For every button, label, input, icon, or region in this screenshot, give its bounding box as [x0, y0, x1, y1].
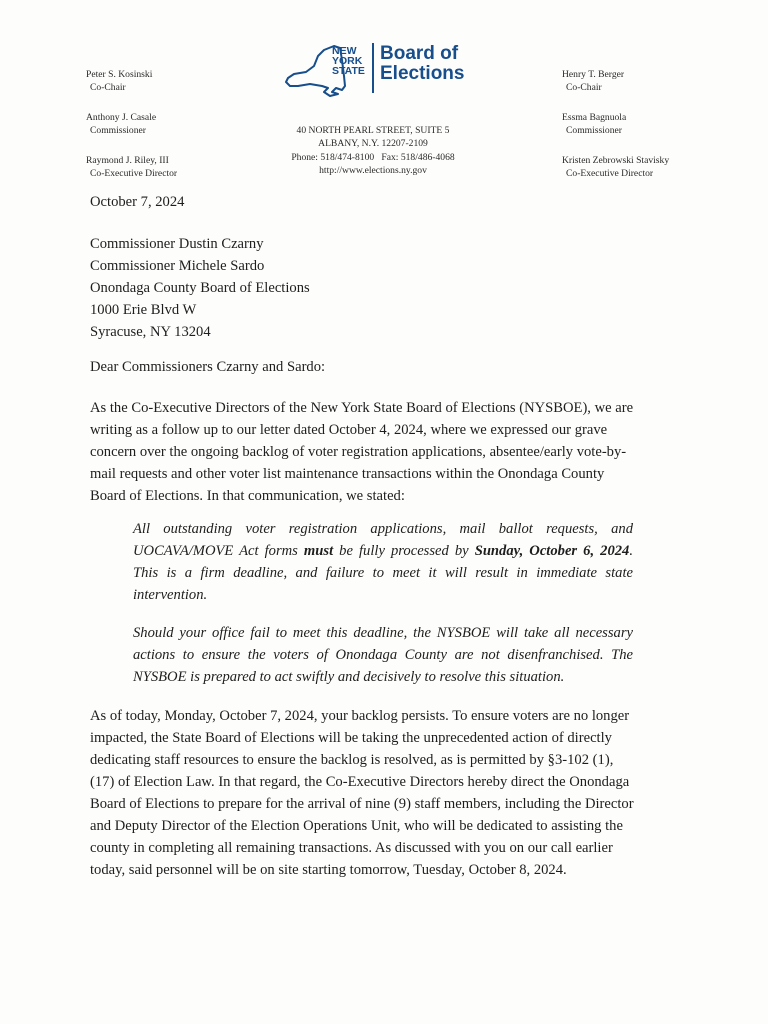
official-role: Co-Chair [90, 82, 126, 93]
address-phone-fax: Phone: 518/474-8100 Fax: 518/486-4068 [291, 151, 455, 163]
paragraph-line: county in completing all remaining transactions. As discussed with you on our call earlier [90, 840, 613, 856]
address-city: ALBANY, N.Y. 12207-2109 [318, 138, 428, 150]
letterhead-address [258, 124, 488, 178]
official-entry [562, 154, 762, 180]
logo-agency-line: Board of [380, 43, 459, 64]
official-role: Co-Executive Director [566, 168, 654, 179]
official-role: Co-Chair [566, 82, 602, 93]
logo-state-line: YORK [332, 55, 363, 67]
paragraph-line: today, said personnel will be on site starting tomorrow, Tuesday, October 8, 2024. [90, 862, 567, 878]
left-officials-list [86, 68, 266, 197]
paragraph-line: Board of Elections. In that communication, we stated: [90, 488, 405, 504]
official-entry [86, 154, 266, 180]
logo-state-line: NEW [332, 45, 357, 57]
quote-text: be fully processed by [333, 543, 475, 559]
logo-divider [372, 43, 374, 93]
paragraph-line: concern over the ongoing backlog of voter registration applications, absentee/early vote-by- [90, 444, 627, 460]
quoted-statement [133, 518, 633, 704]
paragraph-line: mail requests and other voter list maintenance transactions within the Onondaga County [90, 466, 605, 482]
paragraph-line: and Deputy Director of the Election Operations Unit, who will be dedicated to assisting the [90, 818, 623, 834]
official-name: Raymond J. Riley, III [86, 155, 169, 166]
nysboe-logo [284, 38, 474, 98]
paragraph-line: (17) of Election Law. In that regard, the Co-Executive Directors hereby direct the Onondaga [90, 774, 630, 790]
logo-agency-text [380, 44, 480, 84]
recipient-line: 1000 Erie Blvd W [90, 302, 197, 318]
official-entry [86, 68, 266, 94]
paragraph-line: As of today, Monday, October 7, 2024, your backlog persists. To ensure voters are no longer [90, 708, 630, 724]
logo-state-line: STATE [332, 65, 365, 77]
official-name: Anthony J. Casale [86, 112, 157, 123]
recipient-line: Commissioner Dustin Czarny [90, 236, 264, 252]
quote-paragraph-deadline [133, 518, 633, 606]
salutation: Dear Commissioners Czarny and Sardo: [90, 359, 326, 375]
paragraph-line: Board of Elections to prepare for the arrival of nine (9) staff members, including the Director [90, 796, 634, 812]
paragraph-line: dedicating staff resources to ensure the backlog is resolved, as is permitted by §3-102 (1), [90, 752, 614, 768]
quote-text: All outstanding voter registration applications, mail ballot requests, and UOCAVA/MOVE Act forms [133, 521, 633, 559]
official-entry [562, 68, 762, 94]
official-name: Kristen Zebrowski Stavisky [562, 155, 670, 166]
letter-date: October 7, 2024 [90, 194, 185, 210]
address-street: 40 NORTH PEARL STREET, SUITE 5 [296, 125, 450, 136]
recipient-line: Commissioner Michele Sardo [90, 258, 265, 274]
official-name: Peter S. Kosinski [86, 69, 153, 80]
recipient-line: Onondaga County Board of Elections [90, 280, 310, 296]
quote-text: . This is a firm deadline, and failure to meet it will result in immediate state intervention. [133, 543, 633, 603]
paragraph-backlog [90, 705, 685, 881]
paragraph-line: As the Co-Executive Directors of the New York State Board of Elections (NYSBOE), we are [90, 400, 634, 416]
logo-agency-line: Elections [380, 63, 465, 84]
quote-emphasis: Sunday, October 6, 2024 [474, 543, 630, 559]
logo-state-text [332, 46, 374, 76]
recipient-line: Syracuse, NY 13204 [90, 324, 211, 340]
official-role: Commissioner [90, 125, 146, 136]
official-entry [86, 111, 266, 137]
right-officials-list [562, 68, 762, 197]
official-name: Essma Bagnuola [562, 112, 627, 123]
paragraph-intro [90, 397, 680, 507]
official-entry [562, 111, 762, 137]
quote-paragraph-action: Should your office fail to meet this deadline, the NYSBOE will take all necessary actions to ensure the voters of Onondaga County are not disenfranchised. The NYSBOE is prepared to act swiftly and decisively to resolve this situation. [133, 625, 633, 685]
quote-emphasis: must [303, 543, 334, 559]
official-name: Henry T. Berger [562, 69, 625, 80]
paragraph-line: writing as a follow up to our letter dated October 4, 2024, where we expressed our grave [90, 422, 608, 438]
official-role: Co-Executive Director [90, 168, 178, 179]
paragraph-line: impacted, the State Board of Elections will be taking the unprecedented action of directly [90, 730, 612, 746]
official-role: Commissioner [566, 125, 622, 136]
recipient-address-block [90, 233, 310, 343]
address-website: http://www.elections.ny.gov [319, 165, 427, 177]
